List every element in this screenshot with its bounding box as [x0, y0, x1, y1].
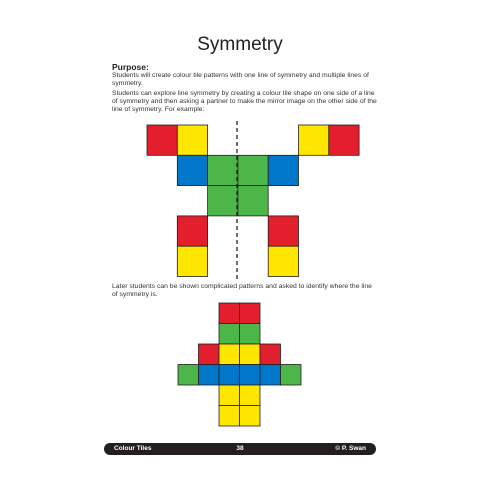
yellow-tile: [240, 385, 261, 406]
page-title: Symmetry: [197, 34, 283, 55]
paragraph-intro: Students will create colour tile patterns with one line of symmetry and multiple lines of symmetry.: [112, 72, 369, 88]
red-tile: [260, 344, 281, 365]
green-tile: [178, 365, 199, 386]
footer-copyright: © P. Swan: [335, 445, 366, 452]
footer-book-title: Colour Tiles: [114, 445, 152, 452]
red-tile: [240, 303, 261, 324]
blue-tile: [219, 365, 240, 386]
yellow-tile: [219, 385, 240, 406]
red-tile: [199, 344, 220, 365]
yellow-tile: [240, 344, 261, 365]
paragraph-later: Later students can be shown complicated patterns and asked to identify where the line of symmetry is.: [112, 283, 372, 299]
green-tile: [219, 324, 240, 345]
yellow-tile: [240, 406, 261, 427]
paragraph-explore: Students can explore line symmetry by creating a colour tile shape on one side of a line of symmetry and then asking a partner to make the mirror image on the other side of the line of symmetry. For example:: [112, 90, 377, 114]
footer-page-number: 38: [236, 445, 244, 452]
blue-tile: [260, 365, 281, 386]
blue-tile: [199, 365, 220, 386]
yellow-tile: [219, 344, 240, 365]
green-tile: [240, 324, 261, 345]
yellow-tile: [219, 406, 240, 427]
green-tile: [281, 365, 302, 386]
blue-tile: [240, 365, 261, 386]
red-tile: [219, 303, 240, 324]
purpose-heading: Purpose:: [112, 62, 149, 72]
page-footer: [104, 443, 376, 455]
